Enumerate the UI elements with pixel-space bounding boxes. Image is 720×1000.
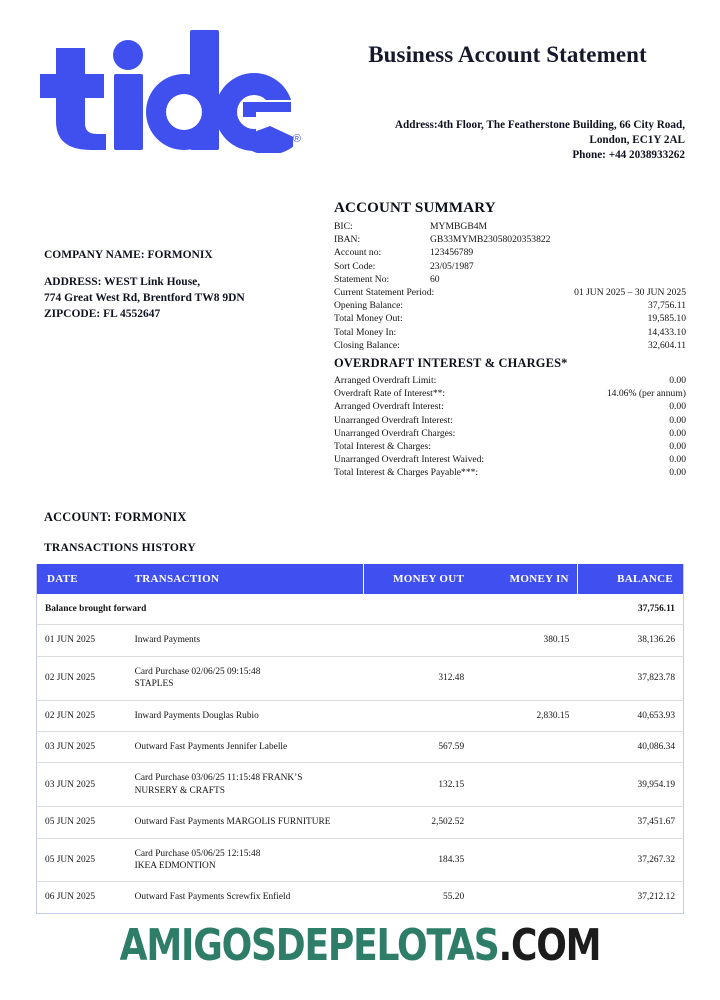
row-description-line-1: Card Purchase 05/06/25 12:15:48 bbox=[134, 848, 261, 859]
row-description bbox=[127, 656, 364, 700]
column-header-money-in[interactable]: MONEY IN bbox=[472, 564, 577, 594]
row-money-out: 2,502.52 bbox=[364, 807, 472, 838]
overdraft-label: Total Interest & Charges Payable***: bbox=[334, 467, 479, 479]
summary-label: Opening Balance: bbox=[334, 300, 403, 312]
table-header-row bbox=[37, 564, 684, 594]
summary-value: 60 bbox=[430, 273, 440, 285]
table-row[interactable] bbox=[37, 882, 684, 913]
balance-brought-forward-row bbox=[37, 594, 684, 625]
row-date: 03 JUN 2025 bbox=[37, 763, 127, 807]
statement-header bbox=[0, 0, 720, 190]
brought-forward-label: Balance brought forward bbox=[37, 594, 364, 625]
row-money-out bbox=[364, 700, 472, 731]
overdraft-row bbox=[334, 440, 686, 453]
overdraft-label: Unarranged Overdraft Interest Waived: bbox=[334, 454, 485, 466]
page-title: Business Account Statement bbox=[368, 42, 647, 67]
overdraft-row bbox=[334, 414, 686, 427]
tide-logo-mark bbox=[38, 28, 293, 153]
row-money-out: 55.20 bbox=[443, 892, 465, 903]
row-money-in bbox=[472, 838, 577, 882]
summary-row bbox=[334, 339, 686, 352]
row-date: 02 JUN 2025 bbox=[37, 700, 127, 731]
summary-row bbox=[334, 233, 686, 246]
table-row[interactable] bbox=[37, 732, 684, 763]
summary-row bbox=[334, 326, 686, 339]
transactions-section bbox=[0, 510, 720, 914]
summary-label: Total Money Out: bbox=[334, 313, 403, 325]
row-description-line-1: Outward Fast Payments Screwfix Enfield bbox=[134, 892, 291, 903]
overdraft-row bbox=[334, 466, 686, 479]
row-money-out: 132.15 bbox=[364, 763, 472, 807]
summary-value: 01 JUN 2025 – 30 JUN 2025 bbox=[574, 287, 686, 299]
row-balance: 39,954.19 bbox=[577, 763, 683, 807]
summary-label: Account no: bbox=[334, 247, 382, 259]
row-money-in bbox=[472, 807, 577, 838]
summary-value: GB33MYMB23058020353822 bbox=[430, 234, 551, 246]
row-money-out bbox=[364, 625, 472, 656]
summary-value: 23/05/1987 bbox=[430, 260, 474, 272]
summary-label: Sort Code: bbox=[334, 260, 376, 272]
row-money-out: 567.59 bbox=[364, 732, 472, 763]
row-money-in bbox=[472, 763, 577, 807]
transactions-table-body bbox=[37, 594, 684, 913]
summary-section bbox=[0, 190, 720, 510]
summary-value: 14,433.10 bbox=[647, 326, 686, 338]
row-description bbox=[127, 838, 364, 882]
column-header-money-out[interactable]: MONEY OUT bbox=[364, 564, 472, 594]
overdraft-value: 0.00 bbox=[669, 427, 686, 439]
overdraft-row bbox=[334, 374, 686, 387]
company-address-line-1: ADDRESS: WEST Link House, bbox=[44, 276, 201, 288]
overdraft-value: 0.00 bbox=[669, 414, 686, 426]
bank-address-line-1: Address:4th Floor, The Featherstone Building, 66 City Road, bbox=[394, 119, 685, 131]
row-date: 02 JUN 2025 bbox=[37, 656, 127, 700]
company-zipcode: ZIPCODE: FL 4552647 bbox=[44, 308, 161, 320]
row-description-line-1: Inward Payments bbox=[134, 635, 200, 646]
account-summary-title: ACCOUNT SUMMARY bbox=[334, 200, 496, 216]
table-row[interactable] bbox=[37, 700, 684, 731]
overdraft-label: Unarranged Overdraft Charges: bbox=[334, 427, 456, 439]
summary-value: 37,756.11 bbox=[647, 300, 686, 312]
bank-address-line-2: London, EC1Y 2AL bbox=[589, 134, 685, 146]
row-description-line-2: IKEA EDMONTION bbox=[134, 861, 216, 872]
row-balance: 37,823.78 bbox=[577, 656, 683, 700]
registered-trademark-icon: ® bbox=[292, 133, 301, 145]
brought-forward-balance: 37,756.11 bbox=[577, 594, 683, 625]
overdraft-row bbox=[334, 400, 686, 413]
row-date: 06 JUN 2025 bbox=[45, 892, 96, 903]
tide-logo bbox=[38, 28, 301, 153]
row-description bbox=[127, 732, 364, 763]
row-money-in: 2,830.15 bbox=[472, 700, 577, 731]
row-money-out: 312.48 bbox=[364, 656, 472, 700]
row-balance: 37,451.67 bbox=[577, 807, 683, 838]
summary-label: Total Money In: bbox=[334, 326, 397, 338]
overdraft-value: 0.00 bbox=[669, 375, 686, 386]
summary-row bbox=[334, 286, 686, 299]
row-balance: 37,267.32 bbox=[577, 838, 683, 882]
overdraft-title: OVERDRAFT INTEREST & CHARGES* bbox=[334, 356, 568, 370]
summary-row bbox=[334, 299, 686, 312]
overdraft-value: 0.00 bbox=[669, 441, 686, 453]
row-description-line-1: Outward Fast Payments Jennifer Labelle bbox=[134, 742, 288, 753]
row-money-out: 184.35 bbox=[364, 838, 472, 882]
summary-label: IBAN: bbox=[334, 234, 361, 246]
transactions-table bbox=[36, 564, 684, 914]
overdraft-row bbox=[334, 427, 686, 440]
overdraft-label: Arranged Overdraft Interest: bbox=[334, 401, 444, 413]
overdraft-value: 0.00 bbox=[669, 467, 686, 479]
row-balance: 40,653.93 bbox=[577, 700, 683, 731]
overdraft-label: Arranged Overdraft Limit: bbox=[334, 375, 437, 386]
summary-value: 123456789 bbox=[430, 247, 474, 259]
watermark-suffix-text: .COM bbox=[498, 920, 601, 971]
row-description-line-1: Card Purchase 02/06/25 09:15:48 bbox=[134, 666, 261, 677]
table-row[interactable] bbox=[37, 763, 684, 807]
watermark-primary-text: AMIGOSDEPELOTAS bbox=[119, 920, 499, 971]
row-money-in bbox=[472, 882, 577, 913]
table-row[interactable] bbox=[37, 625, 684, 656]
overdraft-block bbox=[334, 356, 686, 480]
column-header-balance[interactable]: BALANCE bbox=[577, 564, 683, 594]
transactions-history-heading: TRANSACTIONS HISTORY bbox=[44, 541, 196, 554]
site-watermark bbox=[65, 920, 655, 971]
row-description-line-1: Inward Payments Douglas Rubio bbox=[134, 710, 259, 721]
row-money-in: 380.15 bbox=[472, 625, 577, 656]
summary-label: Closing Balance: bbox=[334, 339, 400, 351]
column-header-transaction[interactable]: TRANSACTION bbox=[127, 564, 364, 594]
row-balance: 37,212.12 bbox=[637, 892, 675, 903]
summary-value: 32,604.11 bbox=[647, 339, 686, 351]
row-balance: 40,086.34 bbox=[577, 732, 683, 763]
company-address-line-2: 774 Great West Rd, Brentford TW8 9DN bbox=[44, 292, 245, 304]
row-description bbox=[127, 882, 364, 913]
overdraft-value: 14.06% (per annum) bbox=[606, 388, 686, 400]
summary-value: MYMBGB4M bbox=[430, 221, 488, 232]
overdraft-label: Unarranged Overdraft Interest: bbox=[334, 414, 453, 426]
row-description-line-2: NURSERY & CRAFTS bbox=[134, 785, 225, 796]
brought-forward-money-in bbox=[472, 594, 577, 625]
row-description bbox=[127, 700, 364, 731]
row-balance: 38,136.26 bbox=[577, 625, 683, 656]
summary-row bbox=[334, 220, 686, 233]
table-row[interactable] bbox=[37, 656, 684, 700]
column-header-date[interactable]: DATE bbox=[37, 564, 127, 594]
row-date: 05 JUN 2025 bbox=[37, 838, 127, 882]
overdraft-label: Total Interest & Charges: bbox=[334, 441, 431, 453]
row-description-line-1: Outward Fast Payments MARGOLIS FURNITURE bbox=[134, 817, 331, 828]
account-holder-line: ACCOUNT: FORMONIX bbox=[44, 510, 187, 524]
overdraft-row bbox=[334, 453, 686, 466]
summary-value: 19,585.10 bbox=[647, 313, 686, 325]
bank-phone-line: Phone: +44 2038933262 bbox=[572, 149, 685, 161]
overdraft-label: Overdraft Rate of Interest**: bbox=[334, 388, 446, 400]
summary-row bbox=[334, 312, 686, 325]
row-date: 01 JUN 2025 bbox=[37, 625, 127, 656]
table-row[interactable] bbox=[37, 838, 684, 882]
summary-label: BIC: bbox=[334, 221, 353, 232]
summary-label: Statement No: bbox=[334, 273, 390, 285]
company-details-block bbox=[44, 247, 324, 322]
row-money-in bbox=[472, 656, 577, 700]
brought-forward-money-out bbox=[364, 594, 472, 625]
table-row[interactable] bbox=[37, 807, 684, 838]
row-date: 05 JUN 2025 bbox=[37, 807, 127, 838]
summary-label: Current Statement Period: bbox=[334, 287, 435, 299]
row-description bbox=[127, 625, 364, 656]
summary-row bbox=[334, 273, 686, 286]
summary-row bbox=[334, 260, 686, 273]
row-date: 03 JUN 2025 bbox=[37, 732, 127, 763]
overdraft-value: 0.00 bbox=[669, 401, 686, 413]
row-description-line-2: STAPLES bbox=[134, 679, 174, 690]
overdraft-row bbox=[334, 387, 686, 400]
row-description bbox=[127, 763, 364, 807]
summary-row bbox=[334, 246, 686, 259]
bank-address-block bbox=[330, 118, 685, 163]
company-name: COMPANY NAME: FORMONIX bbox=[44, 249, 213, 261]
header-right-block bbox=[330, 42, 685, 163]
row-description-line-1: Card Purchase 03/06/25 11:15:48 FRANK’S bbox=[134, 773, 303, 784]
row-money-in bbox=[472, 732, 577, 763]
row-description bbox=[127, 807, 364, 838]
overdraft-value: 0.00 bbox=[669, 454, 686, 466]
account-summary-block bbox=[334, 200, 686, 352]
